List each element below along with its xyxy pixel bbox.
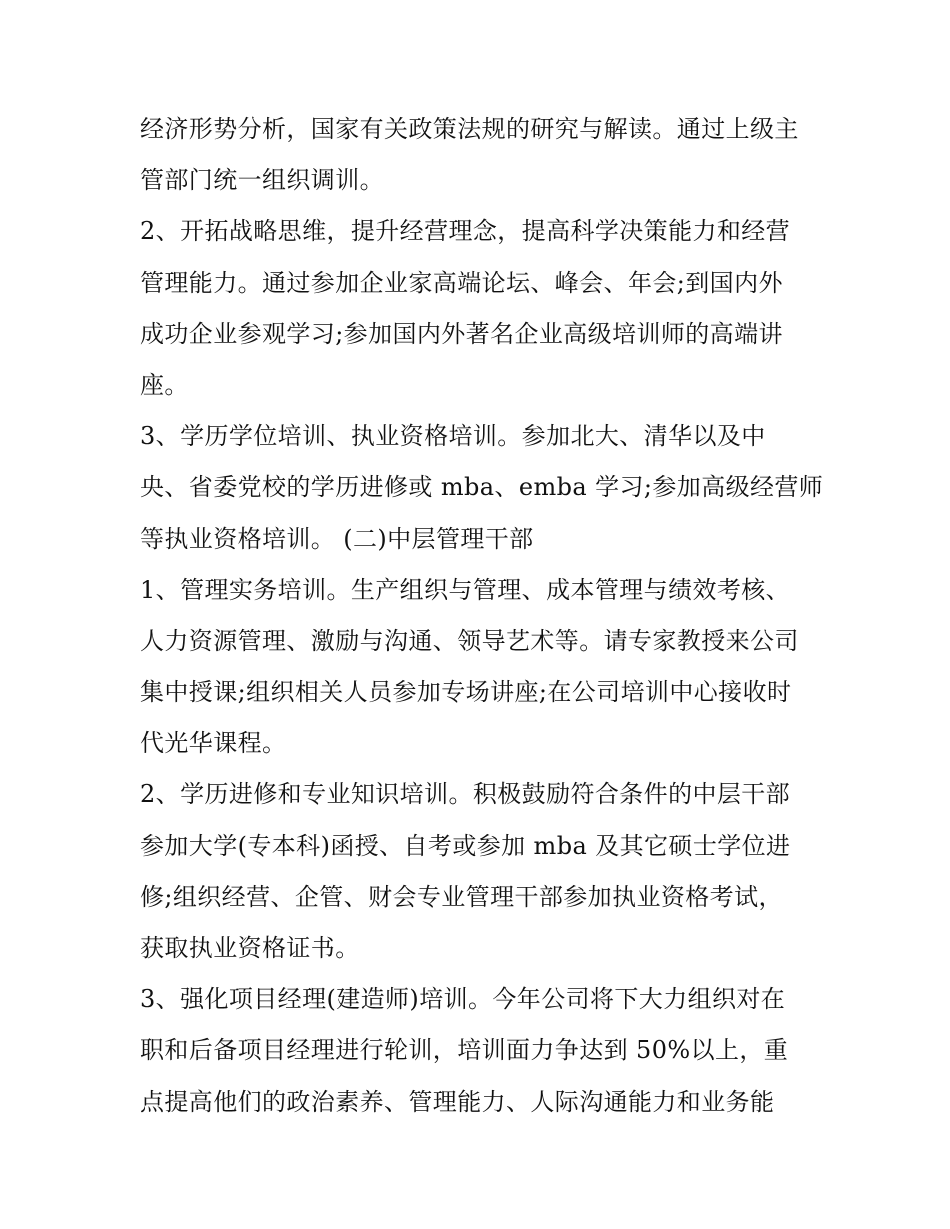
text-line: 3、学历学位培训、执业资格培训。参加北大、清华以及中 xyxy=(140,422,766,451)
text-line: 央、省委党校的学历进修或 mba、emba 学习;参加高级经营师 xyxy=(140,473,824,502)
text-line: 点提高他们的政治素养、管理能力、人际沟通能力和业务能 xyxy=(140,1087,775,1116)
text-line: 1、管理实务培训。生产组织与管理、成本管理与绩效考核、 xyxy=(140,575,791,604)
section-heading-line: 等执业资格培训。 (二)中层管理干部 xyxy=(140,524,534,553)
text-line: 成功企业参观学习;参加国内外著名企业高级培训师的高端讲 xyxy=(140,319,783,348)
text-line: 2、学历进修和专业知识培训。积极鼓励符合条件的中层干部 xyxy=(140,780,791,809)
text-line: 集中授课;组织相关人员参加专场讲座;在公司培训中心接收时 xyxy=(140,678,792,707)
text-line: 参加大学(专本科)函授、自考或参加 mba 及其它硕士学位进 xyxy=(140,831,791,860)
text-line: 座。 xyxy=(140,370,189,399)
text-line: 2、开拓战略思维，提升经营理念，提高科学决策能力和经营 xyxy=(140,217,791,246)
text-line: 代光华课程。 xyxy=(140,729,287,758)
text-line: 获取执业资格证书。 xyxy=(140,934,360,962)
text-line: 3、强化项目经理(建造师)培训。今年公司将下大力组织对在 xyxy=(140,985,786,1014)
text-line: 职和后备项目经理进行轮训，培训面力争达到 50%以上，重 xyxy=(140,1036,789,1065)
text-line: 人力资源管理、激励与沟通、领导艺术等。请专家教授来公司 xyxy=(140,626,799,655)
text-line: 修;组织经营、企管、财会专业管理干部参加执业资格考试， xyxy=(140,882,783,911)
text-line: 经济形势分析，国家有关政策法规的研究与解读。通过上级主 xyxy=(140,115,799,143)
text-line: 管理能力。通过参加企业家高端论坛、峰会、年会;到国内外 xyxy=(140,268,783,297)
text-line: 管部门统一组织调训。 xyxy=(140,166,384,195)
document-body xyxy=(140,104,824,1128)
